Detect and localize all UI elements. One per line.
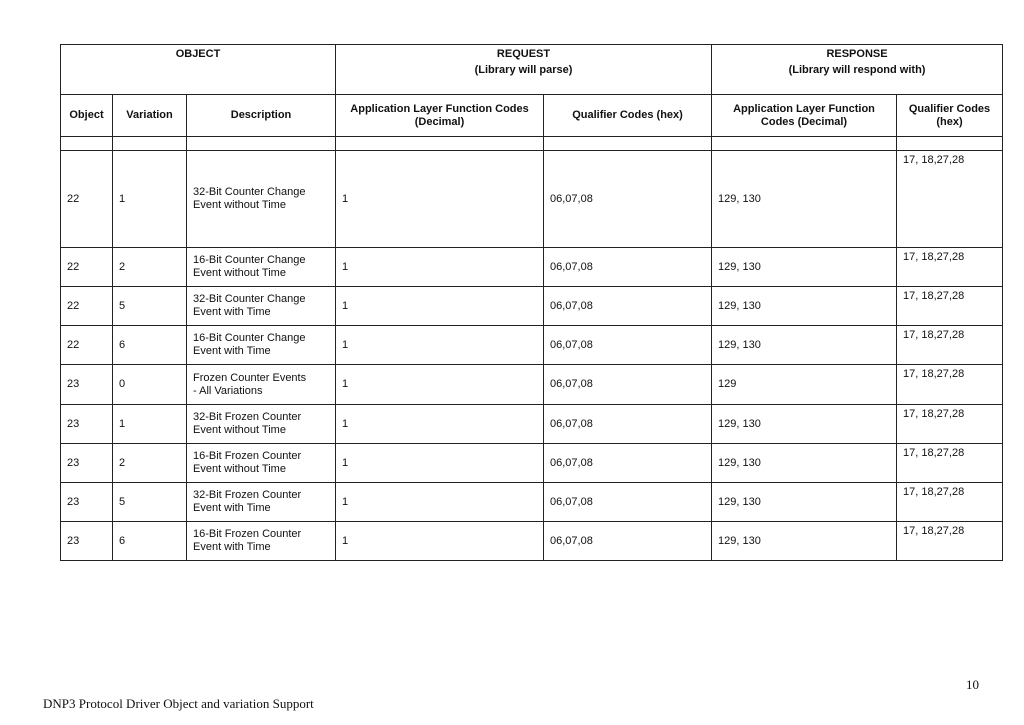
variation-cell: 2: [113, 248, 187, 287]
col-header-variation: Variation: [113, 95, 187, 137]
description-line-2: Event without Time: [193, 199, 286, 211]
column-header-row: [61, 95, 1003, 137]
group-header-row: [61, 45, 1003, 95]
description-cell: [187, 444, 336, 483]
variation-cell: 1: [113, 151, 187, 248]
description-cell: [187, 326, 336, 365]
description-line-2: Event with Time: [193, 541, 271, 553]
request-qualifier-cell: 06,07,08: [544, 405, 712, 444]
table-row: [61, 444, 1003, 483]
response-function-cell: 129, 130: [712, 248, 897, 287]
object-cell: 22: [61, 287, 113, 326]
document-footer: DNP3 Protocol Driver Object and variation Support: [43, 696, 314, 711]
request-function-cell: 1: [336, 483, 544, 522]
col-header-response-function: Application Layer Function Codes (Decimal): [712, 95, 897, 137]
response-function-cell: 129, 130: [712, 405, 897, 444]
object-cell: 22: [61, 151, 113, 248]
request-subtitle: (Library will parse): [474, 64, 573, 76]
description-line-2: Event with Time: [193, 306, 271, 318]
description-cell: [187, 522, 336, 561]
description-line-2: Event without Time: [193, 463, 286, 475]
object-group-header: OBJECT: [61, 45, 336, 95]
col-header-object: Object: [61, 95, 113, 137]
request-title: REQUEST: [496, 48, 551, 60]
col-header-request-qualifier: Qualifier Codes (hex): [544, 95, 712, 137]
col-header-response-qualifier: Qualifier Codes (hex): [897, 95, 1003, 137]
response-qualifier-cell: 17, 18,27,28: [897, 287, 1003, 326]
page-number: 10: [966, 677, 979, 692]
request-qualifier-cell: 06,07,08: [544, 287, 712, 326]
table-row: [61, 365, 1003, 405]
object-cell: 22: [61, 326, 113, 365]
description-cell: [187, 483, 336, 522]
description-line-1: 32-Bit Counter Change: [193, 293, 306, 305]
request-qualifier-cell: 06,07,08: [544, 444, 712, 483]
description-line-1: 16-Bit Frozen Counter: [193, 528, 302, 540]
request-function-cell: 1: [336, 444, 544, 483]
description-line-1: 32-Bit Frozen Counter: [193, 411, 302, 423]
variation-cell: 6: [113, 326, 187, 365]
description-cell: [187, 365, 336, 405]
spacer-row: [61, 137, 1003, 151]
description-line-2: Event with Time: [193, 345, 271, 357]
request-function-cell: 1: [336, 522, 544, 561]
request-qualifier-cell: 06,07,08: [544, 522, 712, 561]
description-line-2: Event without Time: [193, 267, 286, 279]
description-line-1: 32-Bit Frozen Counter: [193, 489, 302, 501]
object-variation-table: [60, 44, 1003, 561]
variation-cell: 5: [113, 287, 187, 326]
description-cell: [187, 405, 336, 444]
response-group-header: [712, 45, 1003, 95]
request-qualifier-cell: 06,07,08: [544, 326, 712, 365]
response-title: RESPONSE: [826, 48, 888, 60]
variation-cell: 1: [113, 405, 187, 444]
col-header-request-function: Application Layer Function Codes (Decimal): [336, 95, 544, 137]
request-group-header: [336, 45, 712, 95]
variation-cell: 2: [113, 444, 187, 483]
object-cell: 22: [61, 248, 113, 287]
request-function-cell: 1: [336, 405, 544, 444]
table-row: [61, 522, 1003, 561]
variation-cell: 6: [113, 522, 187, 561]
request-qualifier-cell: 06,07,08: [544, 365, 712, 405]
description-line-1: 16-Bit Counter Change: [193, 332, 306, 344]
response-qualifier-cell: 17, 18,27,28: [897, 405, 1003, 444]
response-function-cell: 129, 130: [712, 287, 897, 326]
request-qualifier-cell: 06,07,08: [544, 483, 712, 522]
description-cell: [187, 151, 336, 248]
response-qualifier-cell: 17, 18,27,28: [897, 151, 1003, 248]
response-qualifier-cell: 17, 18,27,28: [897, 326, 1003, 365]
col-header-description: Description: [187, 95, 336, 137]
request-qualifier-cell: 06,07,08: [544, 248, 712, 287]
response-qualifier-cell: 17, 18,27,28: [897, 444, 1003, 483]
description-line-2: - All Variations: [193, 384, 263, 397]
object-cell: 23: [61, 365, 113, 405]
response-function-cell: 129, 130: [712, 326, 897, 365]
response-qualifier-cell: 17, 18,27,28: [897, 522, 1003, 561]
description-cell: [187, 248, 336, 287]
response-function-cell: 129, 130: [712, 151, 897, 248]
response-function-cell: 129: [712, 365, 897, 405]
request-function-cell: 1: [336, 248, 544, 287]
object-cell: 23: [61, 444, 113, 483]
description-line-2: Event without Time: [193, 424, 286, 436]
table-row: [61, 287, 1003, 326]
variation-cell: 5: [113, 483, 187, 522]
description-cell: [187, 287, 336, 326]
table-row: [61, 405, 1003, 444]
request-function-cell: 1: [336, 287, 544, 326]
response-qualifier-cell: 17, 18,27,28: [897, 248, 1003, 287]
request-qualifier-cell: 06,07,08: [544, 151, 712, 248]
request-function-cell: 1: [336, 365, 544, 405]
description-line-2: Event with Time: [193, 502, 271, 514]
response-function-cell: 129, 130: [712, 444, 897, 483]
response-qualifier-cell: 17, 18,27,28: [897, 365, 1003, 405]
response-function-cell: 129, 130: [712, 522, 897, 561]
variation-cell: 0: [113, 365, 187, 405]
object-cell: 23: [61, 522, 113, 561]
object-cell: 23: [61, 405, 113, 444]
request-function-cell: 1: [336, 326, 544, 365]
table-row: [61, 326, 1003, 365]
response-subtitle: (Library will respond with): [788, 64, 926, 76]
description-line-1: 32-Bit Counter Change: [193, 186, 306, 198]
table-row: [61, 151, 1003, 248]
description-line-1: Frozen Counter Events: [193, 371, 307, 384]
table-row: [61, 248, 1003, 287]
description-line-1: 16-Bit Counter Change: [193, 254, 306, 266]
description-line-1: 16-Bit Frozen Counter: [193, 450, 302, 462]
request-function-cell: 1: [336, 151, 544, 248]
object-cell: 23: [61, 483, 113, 522]
table-row: [61, 483, 1003, 522]
response-qualifier-cell: 17, 18,27,28: [897, 483, 1003, 522]
response-function-cell: 129, 130: [712, 483, 897, 522]
